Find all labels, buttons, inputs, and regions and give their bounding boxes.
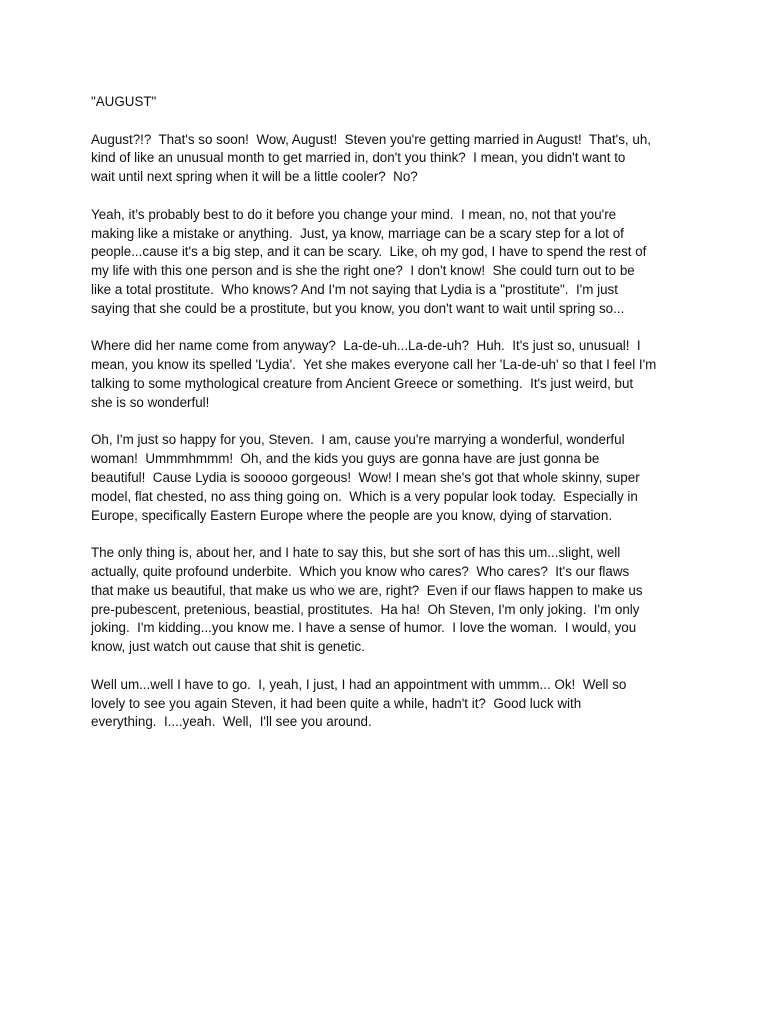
text-line: pre-pubescent, pretenious, beastial, prostitutes. Ha ha! Oh Steven, I'm only joking. I'm only (91, 601, 640, 617)
text-line: kind of like an unusual month to get married in, don't you think? I mean, you didn't want to (91, 150, 626, 166)
text-line: like a total prostitute. Who knows? And I'm not saying that Lydia is a "prostitute". I'm just (91, 281, 618, 297)
paragraph (91, 131, 691, 187)
paragraph (91, 676, 691, 732)
text-line: Oh, I'm just so happy for you, Steven. I am, cause you're marrying a wonderful, wonderful (91, 432, 625, 448)
text-line: The only thing is, about her, and I hate to say this, but she sort of has this um...slight, well (91, 545, 621, 561)
text-line: making like a mistake or anything. Just, ya know, marriage can be a scary step for a lot of (91, 225, 624, 241)
document-body (91, 131, 691, 733)
paragraph (91, 206, 691, 319)
document-page (91, 93, 691, 751)
paragraph (91, 431, 691, 525)
text-line: she is so wonderful! (91, 394, 210, 410)
text-line: model, flat chested, no ass thing going on. Which is a very popular look today. Especially in (91, 488, 638, 504)
paragraph (91, 337, 691, 412)
document-title: "AUGUST" (91, 94, 157, 109)
text-line: lovely to see you again Steven, it had been quite a while, hadn't it? Good luck with (91, 695, 582, 711)
text-line: my life with this one person and is she the right one? I don't know! She could turn out to be (91, 263, 635, 279)
text-line: that make us beautiful, that make us who we are, right? Even if our flaws happen to make us (91, 582, 643, 598)
text-line: everything. I....yeah. Well, I'll see you around. (91, 714, 372, 730)
text-line: actually, quite profound underbite. Which you know who cares? Who cares? It's our flaws (91, 563, 630, 579)
text-line: August?!? That's so soon! Wow, August! Steven you're getting married in August! That's, uh, (91, 131, 651, 147)
text-line: know, just watch out cause that shit is genetic. (91, 639, 365, 655)
text-line: beautiful! Cause Lydia is sooooo gorgeous! Wow! I mean she's got that whole skinny, super (91, 469, 640, 485)
text-line: wait until next spring when it will be a little cooler? No? (91, 169, 418, 185)
text-line: mean, you know its spelled 'Lydia'. Yet she makes everyone call her 'La-de-uh' so that I feel I'm (91, 357, 657, 373)
text-line: saying that she could be a prostitute, but you know, you don't want to wait until spring so... (91, 300, 625, 316)
paragraph (91, 544, 691, 657)
text-line: Yeah, it’s probably best to do it before you change your mind. I mean, no, not that you're (91, 206, 617, 222)
text-line: joking. I'm kidding...you know me. I have a sense of humor. I love the woman. I would, you (91, 620, 637, 636)
text-line: Europe, specifically Eastern Europe where the people are you know, dying of starvation. (91, 507, 613, 523)
text-line: woman! Ummmhmmm! Oh, and the kids you guys are gonna have are just gonna be (91, 451, 600, 467)
text-line: talking to some mythological creature from Ancient Greece or something. It's just weird, but (91, 375, 634, 391)
text-line: Well um...well I have to go. I, yeah, I just, I had an appointment with ummm... Ok! Well so (91, 676, 627, 692)
text-line: Where did her name come from anyway? La-de-uh...La-de-uh? Huh. It's just so, unusual! I (91, 338, 641, 354)
text-line: people...cause it's a big step, and it can be scary. Like, oh my god, I have to spend the rest of (91, 244, 647, 260)
